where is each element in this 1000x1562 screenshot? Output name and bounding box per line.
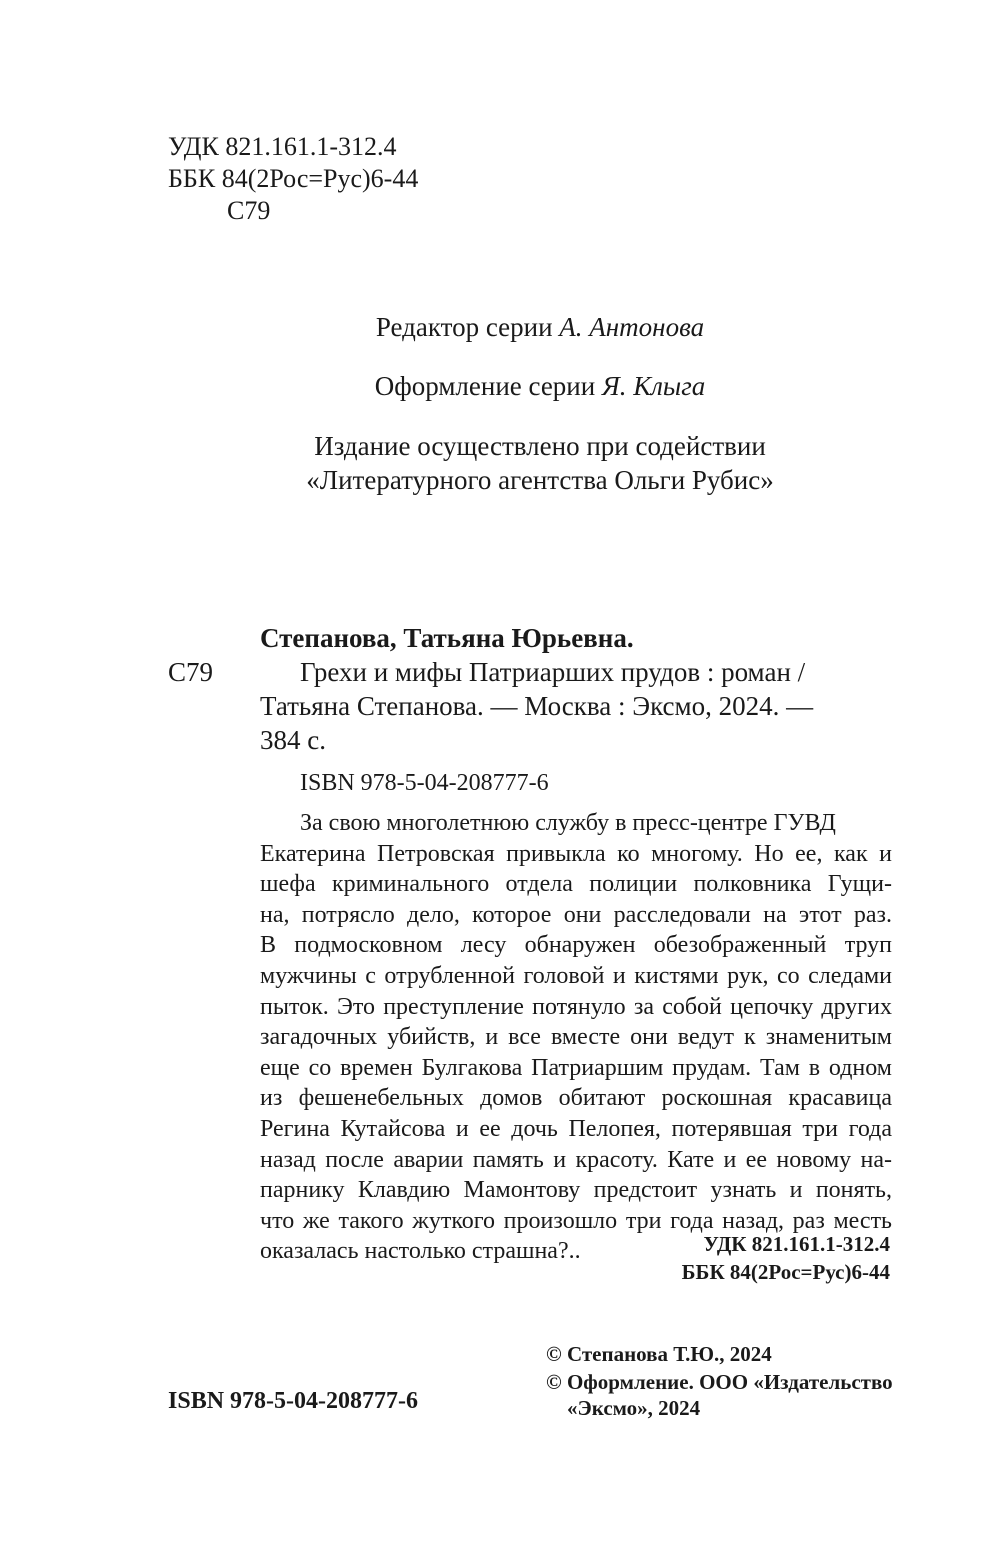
bibliographic-author-mark: С79 bbox=[168, 657, 214, 687]
annotation-line: Екатерина Петровская привыкла ко многому. Но ее, как и bbox=[260, 840, 892, 867]
bibliographic-author: Степанова, Татьяна Юрьевна. bbox=[260, 623, 634, 653]
udk-code-bottom: УДК 821.161.1-312.4 bbox=[703, 1232, 890, 1256]
series-editor-name: А. Антонова bbox=[559, 312, 705, 342]
udk-code-top: УДК 821.161.1-312.4 bbox=[168, 132, 397, 161]
annotation-line: мужчины с отрубленной головой и кистями рук, со следами bbox=[260, 962, 892, 989]
bbk-code-bottom: ББК 84(2Рос=Рус)6-44 bbox=[681, 1260, 890, 1284]
annotation-line: парнику Клавдию Мамонтову предстоит узнать и понять, bbox=[260, 1177, 892, 1204]
annotation-line: из фешенебельных домов обитают роскошная красавица bbox=[260, 1085, 892, 1112]
bibliographic-isbn: ISBN 978-5-04-208777-6 bbox=[300, 770, 549, 796]
support-line-1: Издание осуществлено при содействии bbox=[314, 431, 766, 461]
copyright-author: © Степанова Т.Ю., 2024 bbox=[546, 1342, 772, 1366]
annotation-line: В подмосковном лесу обнаружен обезображенный труп bbox=[260, 932, 892, 959]
book-annotation bbox=[260, 808, 892, 1267]
annotation-line: на, потрясло дело, которое они расследовали на этот раз. bbox=[260, 901, 892, 928]
bibliographic-publication-line: Татьяна Степанова. — Москва : Эксмо, 2024. — bbox=[260, 691, 814, 721]
bibliographic-title-line: Грехи и мифы Патриарших прудов : роман / bbox=[300, 657, 806, 687]
annotation-line: загадочных убийств, и все вместе они ведут к знаменитым bbox=[260, 1024, 892, 1051]
annotation-line: пыток. Это преступление потянуло за собой цепочку других bbox=[260, 993, 892, 1020]
annotation-line: назад после аварии память и красоту. Кате и ее новому на- bbox=[260, 1146, 892, 1173]
annotation-line: оказалась настолько страшна?.. bbox=[260, 1238, 581, 1265]
series-editor-label: Редактор серии bbox=[375, 312, 553, 342]
series-design-name: Я. Клыга bbox=[601, 371, 706, 401]
support-line-2: «Литературного агентства Ольги Рубис» bbox=[306, 465, 774, 495]
author-mark-top: С79 bbox=[227, 196, 271, 225]
annotation-line: Регина Кутайсова и ее дочь Пелопея, потерявшая три года bbox=[260, 1115, 892, 1142]
copyright-design-line-1: © Оформление. ООО «Издательство bbox=[546, 1370, 893, 1394]
bibliographic-pages-line: 384 с. bbox=[260, 725, 326, 755]
annotation-line: что же такого жуткого произошло три года назад, раз месть bbox=[260, 1207, 892, 1234]
annotation-line: За свою многолетнюю службу в пресс-центре ГУВД bbox=[300, 810, 836, 836]
annotation-line: еще со времен Булгакова Патриаршим прудам. Там в одном bbox=[260, 1054, 892, 1081]
series-editor-credit bbox=[40, 310, 1000, 344]
series-design-credit bbox=[40, 369, 1000, 403]
isbn-bottom: ISBN 978-5-04-208777-6 bbox=[168, 1388, 418, 1414]
bbk-code-top: ББК 84(2Рос=Рус)6-44 bbox=[168, 164, 419, 193]
annotation-line: шефа криминального отдела полиции полковника Гущи- bbox=[260, 871, 892, 898]
copyright-design-line-2: «Эксмо», 2024 bbox=[567, 1396, 701, 1420]
series-design-label: Оформление серии bbox=[374, 371, 596, 401]
